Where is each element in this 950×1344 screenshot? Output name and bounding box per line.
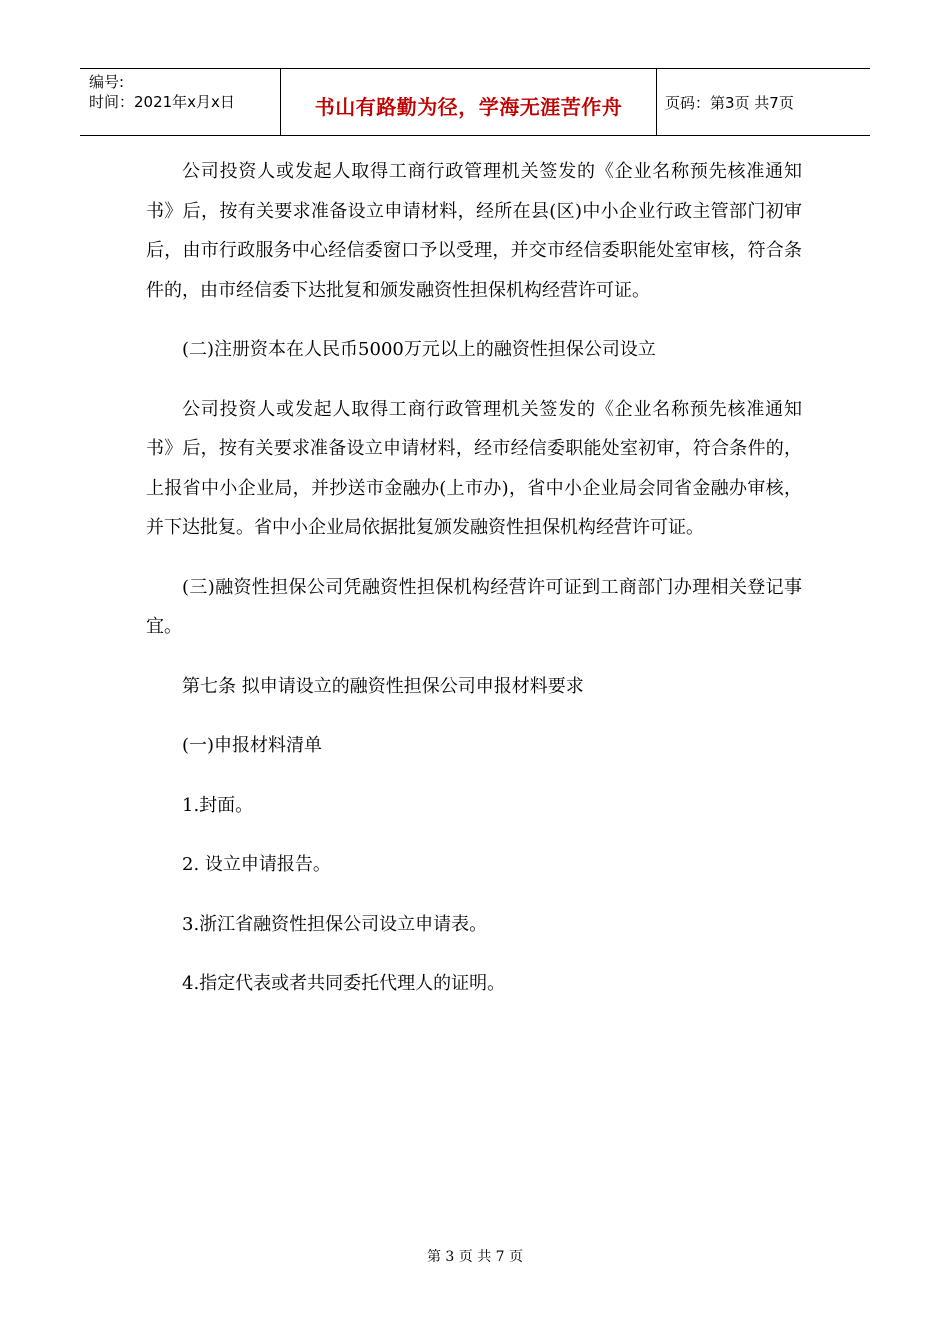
list-heading: (一)申报材料清单 (182, 735, 323, 756)
list-item-3: 3.浙江省融资性担保公司设立申请表。 (182, 913, 488, 935)
header-meta (80, 69, 281, 135)
paragraph-2: 公司投资人或发起人取得工商行政管理机关签发的《企业名称预先核准通知书》后，按有关要求准备设立申请材料，经市经信委职能处室初审，符合条件的，上报省中小企业局，并抄送市金融办(上市办)，省中小企业局会同省金融办审核，并下达批复。省中小企业局依据批复颁发融资性担保机构经营许可证。 (146, 398, 802, 538)
header-motto-cell (281, 69, 657, 135)
paragraph-heading-2: (二)注册资本在人民币5000万元以上的融资性担保公司设立 (182, 339, 656, 360)
list-item-2: 2. 设立申请报告。 (182, 854, 331, 875)
document-time-label: 时间：2021年x月x日 (89, 93, 235, 111)
article-7-heading: 第七条 拟申请设立的融资性担保公司申报材料要求 (182, 675, 584, 697)
paragraph-1: 公司投资人或发起人取得工商行政管理机关签发的《企业名称预先核准通知书》后，按有关要求准备设立申请材料，经所在县(区)中小企业行政主管部门初审后，由市行政服务中心经信委窗口予以受理，并交市经信委职能处室审核，符合条件的，由市经信委下达批复和颁发融资性担保机构经营许可证。 (146, 161, 802, 301)
header-page-label: 页码：第3页 共7页 (665, 93, 794, 112)
list-item-4: 4.指定代表或者共同委托代理人的证明。 (182, 973, 506, 994)
paragraph-3: (三)融资性担保公司凭融资性担保机构经营许可证到工商部门办理相关登记事宜。 (146, 576, 802, 637)
document-number-label: 编号: (89, 73, 125, 91)
document-header (80, 68, 870, 136)
header-page-cell (657, 69, 870, 135)
header-motto: 书山有路勤为径，学海无涯苦作舟 (314, 94, 623, 119)
page-footer: 第 3 页 共 7 页 (426, 1249, 524, 1265)
document-body (146, 152, 802, 1004)
list-item-1: 1.封面。 (182, 794, 254, 816)
